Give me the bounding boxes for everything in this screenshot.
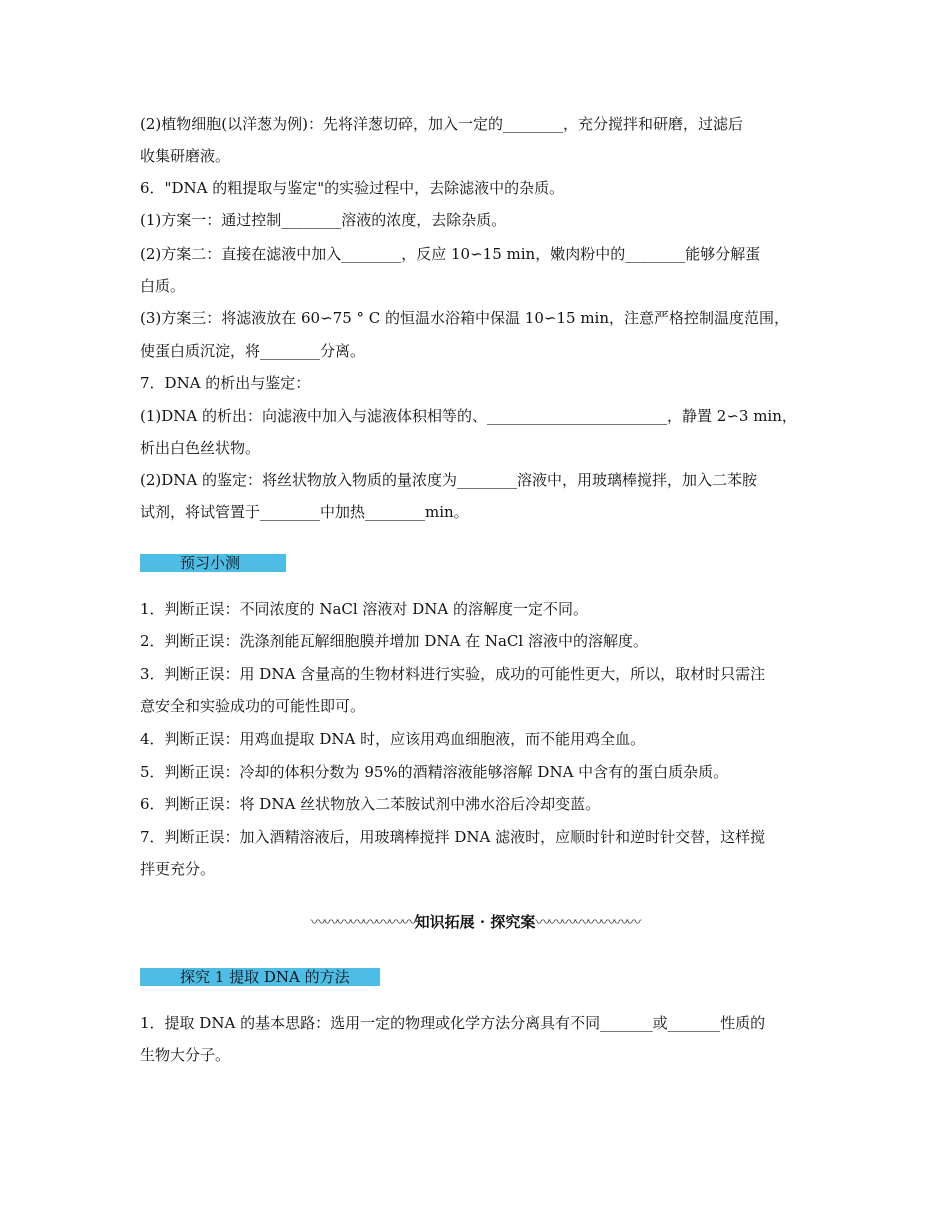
text-line: (2)方案二：直接在滤液中加入________，反应 10∽15 min，嫩肉粉中的________能够分解蛋	[140, 245, 761, 263]
quiz-item: 1．判断正误：不同浓度的 NaCl 溶液对 DNA 的溶解度一定不同。	[140, 600, 588, 618]
explore-label: 探究 1 提取 DNA 的方法	[180, 968, 350, 986]
quiz-item: 7．判断正误：加入酒精溶液后，用玻璃棒搅拌 DNA 滤液时，应顺时针和逆时针交替，这样搅	[140, 828, 766, 846]
wave-decoration-right: 〰〰〰〰〰〰〰〰	[535, 913, 640, 931]
text-line: 白质。	[140, 277, 186, 295]
quiz-item: 4．判断正误：用鸡血提取 DNA 时，应该用鸡血细胞液，而不能用鸡全血。	[140, 730, 646, 748]
text-line: 试剂，将试管置于________中加热________min。	[140, 503, 469, 521]
quiz-item: 3．判断正误：用 DNA 含量高的生物材料进行实验，成功的可能性更大，所以，取材时只需注	[140, 665, 766, 683]
quiz-item-continued: 拌更充分。	[140, 860, 216, 878]
text-line: 使蛋白质沉淀，将________分离。	[140, 342, 366, 360]
explore-text-line: 生物大分子。	[140, 1046, 231, 1064]
quiz-item: 2．判断正误：洗涤剂能瓦解细胞膜并增加 DNA 在 NaCl 溶液中的溶解度。	[140, 632, 648, 650]
text-line: (3)方案三：将滤液放在 60∽75 ° C 的恒温水浴箱中保温 10∽15 min，注意严格控制温度范围，	[140, 309, 790, 327]
text-line: (2)植物细胞(以洋葱为例)：先将洋葱切碎，加入一定的________，充分搅拌和研磨，过滤后	[140, 115, 743, 133]
text-line: (2)DNA 的鉴定：将丝状物放入物质的量浓度为________溶液中，用玻璃棒搅拌，加入二苯胺	[140, 471, 758, 489]
quiz-item-continued: 意安全和实验成功的可能性即可。	[140, 697, 366, 715]
explore-text-line: 1．提取 DNA 的基本思路：选用一定的物理或化学方法分离具有不同_______或_______性质的	[140, 1014, 766, 1032]
quiz-item: 5．判断正误：冷却的体积分数为 95%的酒精溶液能够溶解 DNA 中含有的蛋白质杂质。	[140, 763, 729, 781]
section-banner	[0, 912, 950, 932]
preview-quiz-label: 预习小测	[180, 554, 241, 572]
text-line: 收集研磨液。	[140, 147, 231, 165]
banner-title: 知识拓展 · 探究案	[414, 913, 536, 931]
text-line: 析出白色丝状物。	[140, 439, 261, 457]
question-7-heading: 7．DNA 的析出与鉴定：	[140, 374, 311, 392]
preview-quiz-badge	[140, 554, 286, 572]
wave-decoration-left: 〰〰〰〰〰〰〰〰	[310, 913, 415, 931]
explore-badge	[140, 968, 380, 986]
text-line: (1)DNA 的析出：向滤液中加入与滤液体积相等的、________________________，静置 2∽3 min，	[140, 407, 797, 425]
question-6-heading: 6．"DNA 的粗提取与鉴定"的实验过程中，去除滤液中的杂质。	[140, 179, 565, 197]
quiz-item: 6．判断正误：将 DNA 丝状物放入二苯胺试剂中沸水浴后冷却变蓝。	[140, 795, 601, 813]
text-line: (1)方案一：通过控制________溶液的浓度，去除杂质。	[140, 211, 507, 229]
